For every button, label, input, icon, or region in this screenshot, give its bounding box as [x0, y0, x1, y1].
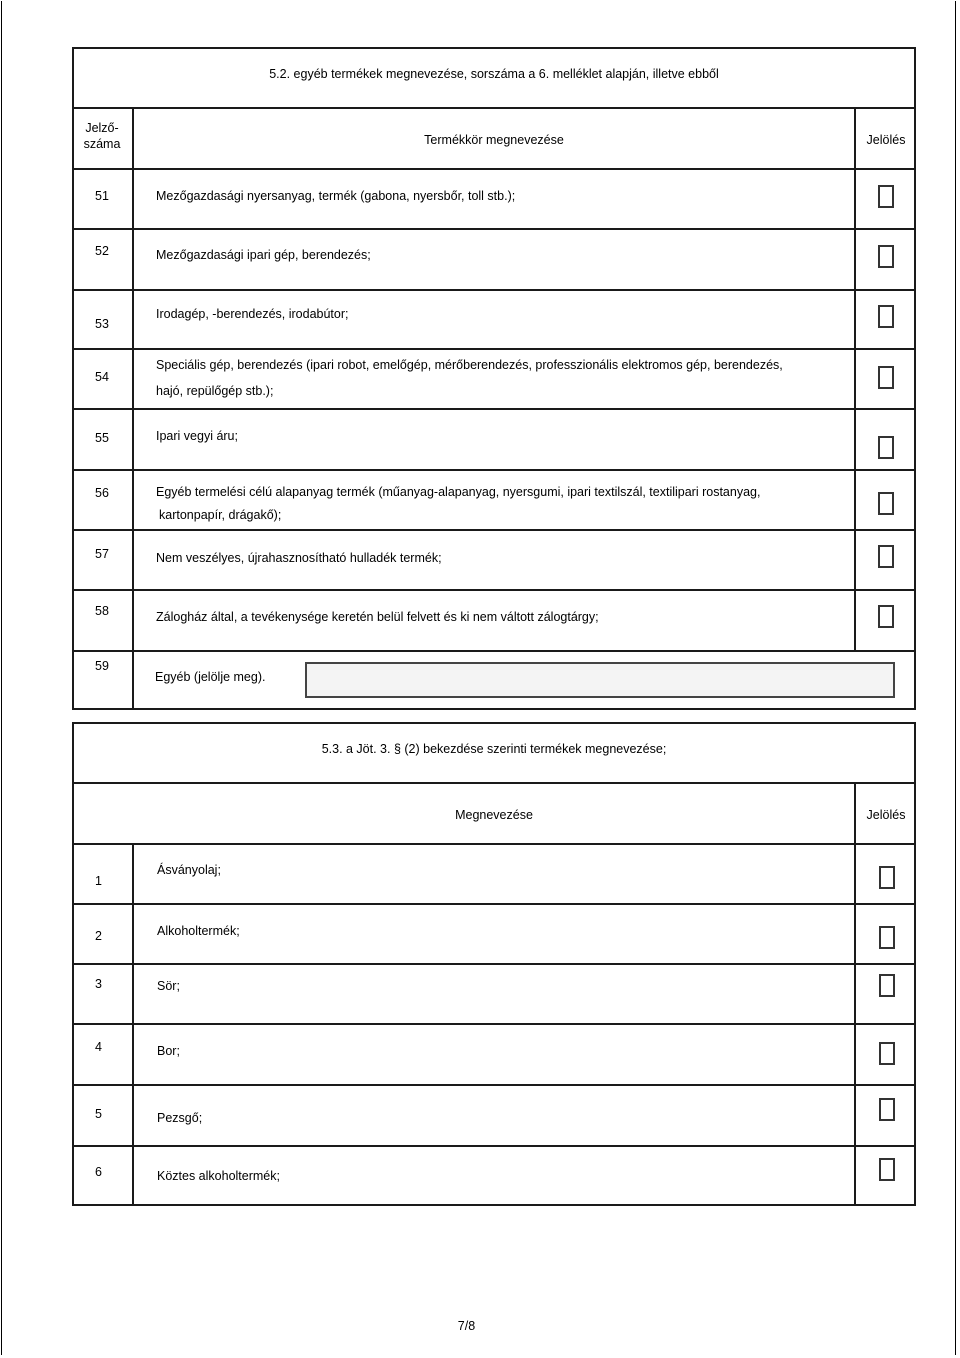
column-divider	[132, 107, 134, 710]
row-label: Alkoholtermék;	[157, 924, 240, 938]
row-label-continued: kartonpapír, drágakő);	[159, 508, 282, 522]
row-code: 1	[95, 874, 102, 888]
row-divider	[72, 469, 916, 471]
header-mark: Jelölés	[866, 133, 906, 147]
other-specify-input[interactable]	[305, 662, 895, 698]
checkbox[interactable]	[878, 366, 894, 389]
checkbox[interactable]	[878, 305, 894, 328]
checkbox[interactable]	[879, 974, 895, 997]
page-number: 7/8	[457, 1319, 476, 1333]
row-divider	[72, 843, 916, 845]
row-label: Mezőgazdasági nyersanyag, termék (gabona, nyersbőr, toll stb.);	[156, 189, 516, 203]
checkbox[interactable]	[878, 605, 894, 628]
checkbox[interactable]	[878, 545, 894, 568]
header-mark: Jelölés	[866, 808, 906, 822]
section-title: 5.2. egyéb termékek megnevezése, sorszáma a 6. melléklet alapján, illetve ebből	[269, 67, 719, 81]
row-code: 52	[95, 244, 109, 258]
row-code: 6	[95, 1165, 102, 1179]
checkbox[interactable]	[879, 1158, 895, 1181]
row-code: 3	[95, 977, 102, 991]
checkbox[interactable]	[878, 245, 894, 268]
row-divider	[72, 963, 916, 965]
row-divider	[72, 228, 916, 230]
row-label-continued: hajó, repülőgép stb.);	[156, 384, 274, 398]
row-divider	[72, 408, 916, 410]
row-code: 53	[95, 317, 109, 331]
row-code: 55	[95, 431, 109, 445]
column-divider	[854, 107, 856, 650]
header-name: Megnevezése	[455, 808, 533, 822]
checkbox[interactable]	[878, 185, 894, 208]
row-divider	[72, 1084, 916, 1086]
row-label: Pezsgő;	[157, 1111, 203, 1125]
row-code: 51	[95, 189, 109, 203]
row-label: Ipari vegyi áru;	[156, 429, 238, 443]
row-label: Egyéb (jelölje meg).	[155, 670, 266, 684]
row-divider	[72, 289, 916, 291]
row-label: Mezőgazdasági ipari gép, berendezés;	[156, 248, 371, 262]
row-divider	[72, 1145, 916, 1147]
row-label: Zálogház által, a tevékenysége keretén belül felvett és ki nem váltott zálogtárgy;	[156, 610, 599, 624]
header-code: Jelző- száma	[83, 121, 121, 151]
row-divider	[72, 650, 916, 652]
checkbox[interactable]	[879, 1042, 895, 1065]
row-code: 5	[95, 1107, 102, 1121]
column-divider	[132, 843, 134, 1206]
row-label: Irodagép, -berendezés, irodabútor;	[156, 307, 349, 321]
header-name: Termékkör megnevezése	[424, 133, 564, 147]
column-divider	[854, 782, 856, 1206]
checkbox[interactable]	[879, 866, 895, 889]
row-code: 59	[95, 659, 109, 673]
row-divider	[72, 782, 916, 784]
row-divider	[72, 107, 916, 109]
row-label: Köztes alkoholtermék;	[157, 1169, 280, 1183]
row-label: Egyéb termelési célú alapanyag termék (műanyag-alapanyag, nyersgumi, ipari textilszál, textilipari rostanyag,	[156, 485, 761, 499]
row-divider	[72, 903, 916, 905]
row-label: Sör;	[157, 979, 180, 993]
checkbox[interactable]	[879, 926, 895, 949]
checkbox[interactable]	[878, 436, 894, 459]
row-code: 58	[95, 604, 109, 618]
row-divider	[72, 589, 916, 591]
row-label: Speciális gép, berendezés (ipari robot, emelőgép, mérőberendezés, professzionális elektromos gép, berendezés,	[156, 358, 783, 372]
row-label: Ásványolaj;	[157, 863, 221, 877]
row-code: 56	[95, 486, 109, 500]
row-code: 57	[95, 547, 109, 561]
row-code: 54	[95, 370, 109, 384]
row-divider	[72, 529, 916, 531]
section-title: 5.3. a Jöt. 3. § (2) bekezdése szerinti termékek megnevezése;	[321, 742, 667, 756]
row-label: Bor;	[157, 1044, 180, 1058]
row-divider	[72, 168, 916, 170]
checkbox[interactable]	[878, 492, 894, 515]
row-divider	[72, 1023, 916, 1025]
row-divider	[72, 348, 916, 350]
row-code: 2	[95, 929, 102, 943]
row-label: Nem veszélyes, újrahasznosítható hulladék termék;	[156, 551, 442, 565]
row-code: 4	[95, 1040, 102, 1054]
checkbox[interactable]	[879, 1098, 895, 1121]
